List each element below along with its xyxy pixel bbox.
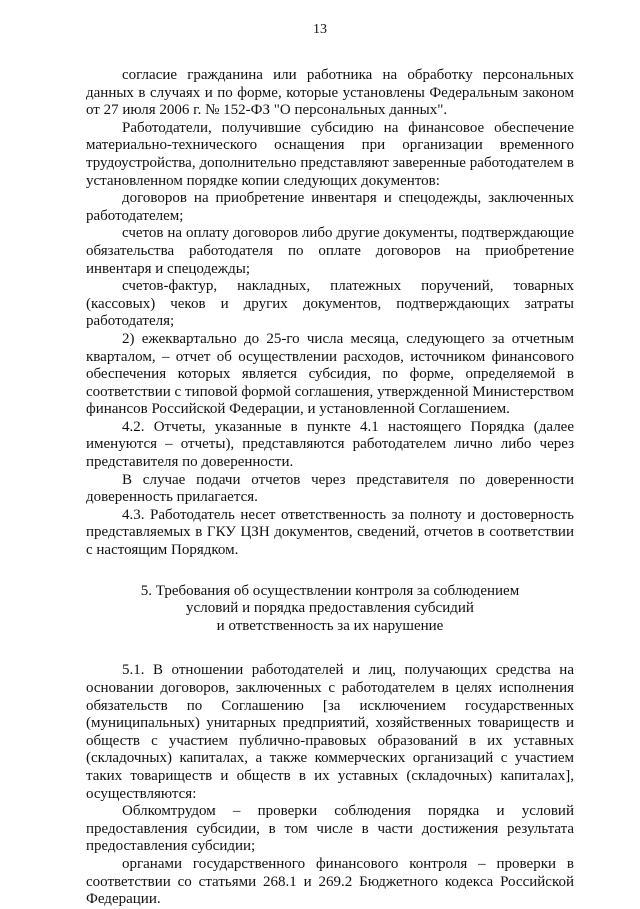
paragraph-payment-docs: счетов-фактур, накладных, платежных поручений, товарных (кассовых) чеков и других документов, подтверждающих затраты работодателя; [86, 278, 574, 330]
page-number: 13 [313, 22, 327, 37]
paragraph-oblkomtrud: Облкомтрудом – проверки соблюдения порядка и условий предоставления субсидии, в том числе в части достижения результата предоставления субсидии; [86, 803, 574, 855]
section-heading-line: условий и порядка предоставления субсидий [186, 600, 474, 617]
paragraph-contracts: договоров на приобретение инвентаря и спецодежды, заключенных работодателем; [86, 190, 574, 224]
paragraph-financial-control: органами государственного финансового контроля – проверки в соответствии со статьями 268.1 и 269.2 Бюджетного кодекса Российской Федерации. [86, 855, 574, 908]
paragraph-invoices: счетов на оплату договоров либо другие документы, подтверждающие обязательства работодателя по оплате договоров на приобретение инвентаря и спецодежды; [86, 225, 574, 277]
section-heading-line: 5. Требования об осуществлении контроля за соблюдением [140, 582, 520, 599]
section-heading-line: и ответственность за их нарушение [216, 617, 444, 634]
paragraph-power-of-attorney: В случае подачи отчетов через представителя по доверенности доверенность прилагается. [86, 471, 574, 506]
paragraph-4-2: 4.2. Отчеты, указанные в пункте 4.1 настоящего Порядка (далее именуются – отчеты), представляются работодателем лично либо через представителя по доверенности. [86, 418, 574, 471]
document-body [86, 67, 574, 909]
section-5-heading [86, 583, 574, 636]
paragraph-4-3: 4.3. Работодатель несет ответственность за полноту и достоверность представляемых в ГКУ ЦЗН документов, сведений, отчетов в соответствии с настоящим Порядком. [86, 506, 574, 559]
paragraph-employers-documents: Работодатели, получившие субсидию на финансовое обеспечение материально-технического оснащения при организации временного трудоустройства, дополнительно представляют заверенные работодателем в установленном порядке копии следующих документов: [86, 119, 574, 189]
paragraph-5-1: 5.1. В отношении работодателей и лиц, получающих средства на основании договоров, заключенных с работодателем в целях исполнения обязательств по Соглашению [за исключением государственных (муниципальных) унитарных предприятий, хозяйственных товариществ и обществ с участием публично-правовых образований в их уставных (складочных) капиталах, а также коммерческих организаций с участием таких товариществ и обществ в их уставных (складочных) капиталах], осуществляются: [86, 662, 574, 802]
paragraph-consent: согласие гражданина или работника на обработку персональных данных в случаях и по форме, которые установлены Федеральным законом от 27 июля 2006 г. № 152-ФЗ "О персональных данных". [86, 67, 574, 119]
paragraph-quarterly-report: 2) ежеквартально до 25-го числа месяца, следующего за отчетным кварталом, – отчет об осуществлении расходов, источником финансового обеспечения которых является субсидия, по форме, определяемой в соответствии с типовой формой соглашения, утвержденной Министерством финансов Российской Федерации, и установленной Соглашением. [86, 330, 574, 418]
